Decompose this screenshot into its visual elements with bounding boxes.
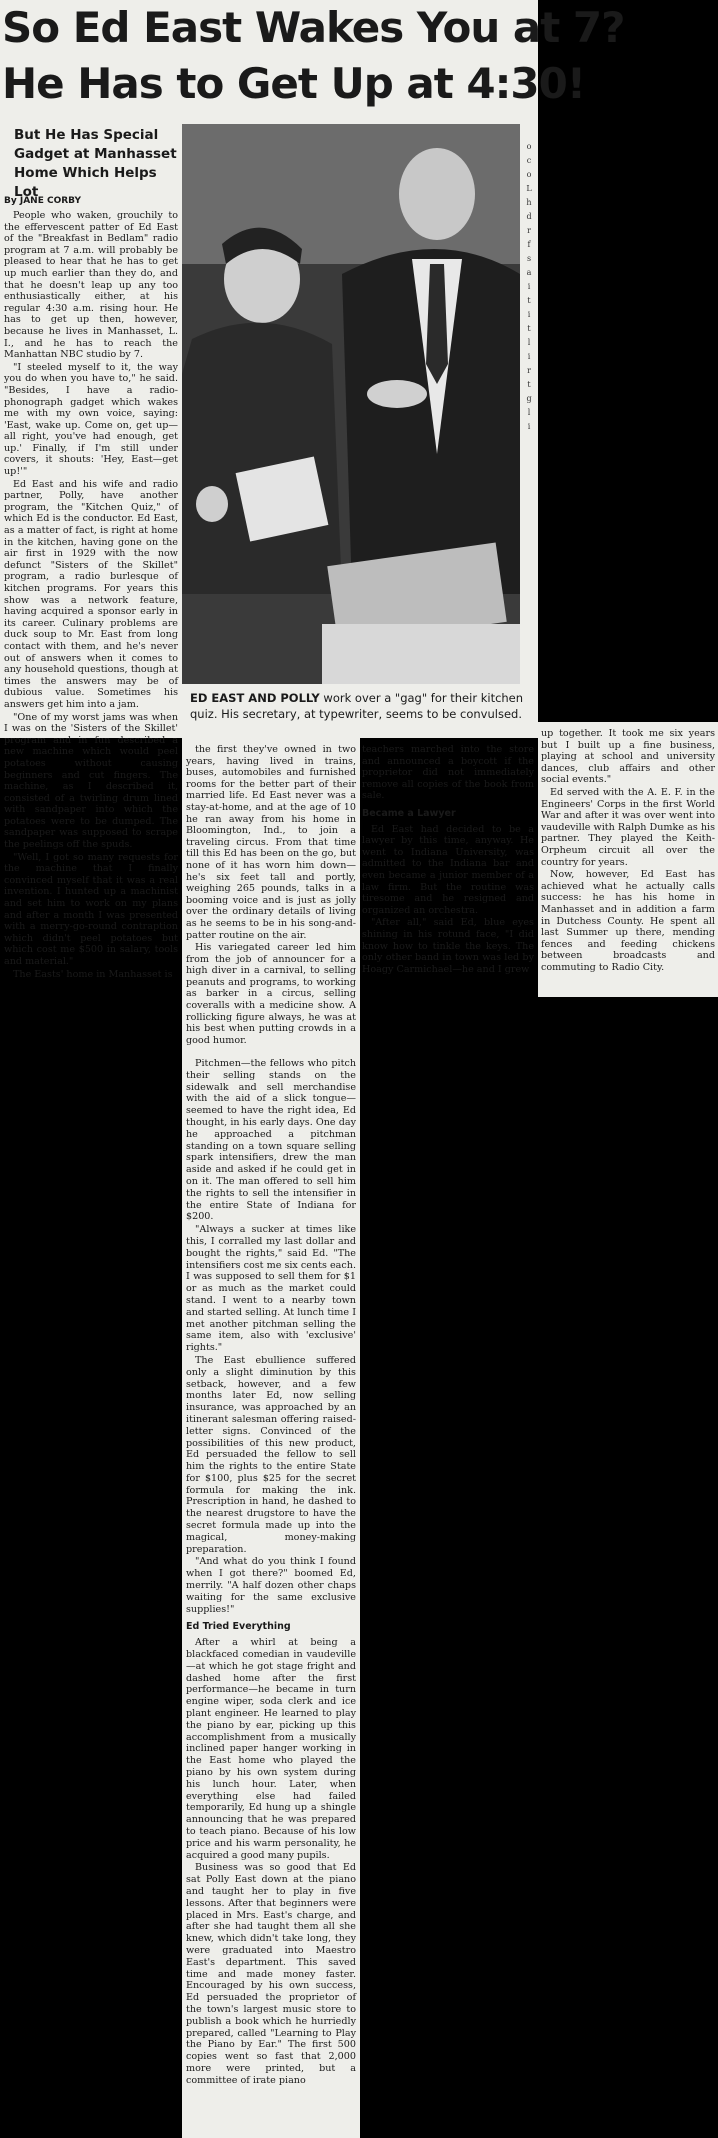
paragraph: "Well, I got so many requests for the machine that I finally convinced myself that it was a real invention. I hunted up a machinist and set him to work on my plans and after a month I was presented with a merry-go-round contraption which didn't peel potatoes but which cost me $500 in salary, tools and material." [4, 851, 178, 967]
photo-ed-and-polly [182, 124, 520, 684]
paragraph: Pitchmen—the fellows who pitch their selling stands on the sidewalk and sell merchandise with the aid of a slick tongue—seemed to have the right idea, Ed thought, in his early days. One day he approached a pitchman standing on a town square selling spark intensifiers, drew the man aside and asked if he could get in on it. The man offered to sell him the rights to sell the intensifier in the entire State of Indiana for $200. [186, 1058, 356, 1223]
column-1 [4, 210, 178, 980]
paragraph: "Always a sucker at times like this, I corralled my last dollar and bought the rights," said Ed. "The intensifiers cost me six cents each. I was supposed to sell them for $1 or as much as the market could stand. I went to a nearby town and started selling. At lunch time I met another pitchman selling the same item, also with 'exclusive' rights." [186, 1224, 356, 1354]
paragraph: "After all," said Ed, blue eyes shining in his rotund face, "I did know how to tinkle the keys. The only other band in town was led by Hoagy Carmichael—he and I grew [362, 917, 534, 975]
paragraph: Ed East and his wife and radio partner, Polly, have another program, the "Kitchen Quiz," of which Ed is the conductor. Ed East, as a matter of fact, is right at home in the kitchen, having gone on the air first in 1929 with the now defunct "Sisters of the Skillet" program, a radio burlesque of kitchen programs. For years this show was a network feature, having acquired a sponsor early in its career. Culinary problems are duck soup to Mr. East from long contact with them, and he's never out of answers when it comes to any household questions, though at times the answers may be of dubious value. Sometimes his answers get him into a jam. [4, 478, 178, 710]
paragraph: Ed served with the A. E. F. in the Engineers' Corps in the first World War and after it was over went into vaudeville with Ralph Dumke as his partner. They played the Keith-Orpheum circuit all over the country for years. [541, 786, 715, 868]
paragraph: "One of my worst jams was when I was on the 'Sisters of the Skillet' program and in fun described a new machine which would peel potatoes without causing beginners and cut fingers. The machine, as I described it, consisted of a twirling drum lined with sandpaper into which the potatoes were to be dumped. The sandpaper was supposed to scrape the peelings off the spuds. [4, 711, 178, 851]
column-4 [541, 728, 715, 994]
headline [0, 0, 625, 130]
paragraph: teachers marched into the store and announced a boycott if the proprietor did not immediately remove all copies of the book from sale. [362, 744, 534, 802]
paragraph: Ed East had decided to be a lawyer by this time, anyway. He went to Indiana University, was admitted to the Indiana bar and even became a junior member of a law firm. But the routine was tiresome and he resigned and organized an orchestra. [362, 823, 534, 916]
photo-caption [190, 690, 525, 722]
caption-text: work over a "gag" for their kitchen quiz. His secretary, at typewriter, seems to be convulsed. [190, 691, 524, 721]
paragraph: "I steeled myself to it, the way you do when you have to," he said. "Besides, I have a radio-phonograph gadget which wakes me with my own voice, saying: 'East, wake up. Come on, get up—all right, you've had enough, get up.' Finally, if I'm still under covers, it shouts: 'Hey, East—get up!'" [4, 361, 178, 478]
deck-subheadline: But He Has Special Gadget at Manhasset Home Which Helps Lot [14, 127, 177, 200]
section-heading: Became a Lawyer [362, 807, 456, 819]
paragraph: Business was so good that Ed sat Polly East down at the piano and taught her to play in five lessons. After that beginners were placed in Mrs. East's charge, and after she had taught them all she knew, which didn't take long, they were graduated into Maestro East's department. This saved time and made money faster. Encouraged by his own success, Ed persuaded the proprietor of the town's largest music store to publish a book which he hurriedly prepared, called "Learning to Play the Piano by Ear." The first 500 copies went so fast that 2,000 more were printed, but a committee of irate piano [186, 1862, 356, 2086]
paragraph: People who waken, grouchily to the effervescent patter of Ed East of the "Breakfast in Bedlam" radio program at 7 a.m. will probably be pleased to hear that he has to get up much earlier than they do, and that he doesn't leap up any too enthusiastically either, at his regular 4:30 a.m. rising hour. He has to get up then, however, because he lives in Manhasset, L. I., and he has to reach the Manhattan NBC studio by 7. [4, 210, 178, 361]
paragraph: Now, however, Ed East has achieved what he actually calls success: he has his home in Manhasset and in addition a farm in Dutchess County. He spent all last Summer up there, mending fences and feeding chickens between broadcasts and commuting to Radio City. [541, 869, 715, 973]
column-3 [362, 744, 534, 994]
paragraph: up together. It took me six years but I built up a fine business, playing at school and university dances, club affairs and other social events." [541, 728, 715, 786]
paragraph: "And what do you think I found when I got there?" boomed Ed, merrily. "A half dozen other chaps waiting for the same exclusive supplies!" [186, 1556, 356, 1615]
paragraph: The East ebullience suffered only a slight diminution by this setback, however, and a few months later Ed, now selling insurance, was approached by an itinerant salesman offering raised-letter signs. Convinced of the possibilities of this new product, Ed persuaded the fellow to sell him the rights to the entire State for $100, plus $25 for the secret formula for making the ink. Prescription in hand, he dashed to the nearest drugstore to have the secret formula made up into the magical, money-making preparation. [186, 1354, 356, 1555]
byline: By JANE CORBY [4, 196, 82, 206]
headline-line1: So Ed East Wakes You at 7? [2, 3, 625, 52]
column-2-top [186, 744, 356, 1056]
column-2-continued [186, 1058, 356, 2134]
section-heading: Ed Tried Everything [186, 1621, 291, 1633]
margin-fragments: o c o L h d r f s a i t i t l i r t g l i [526, 142, 532, 431]
paragraph: the first they've owned in two years, having lived in trains, buses, automobiles and furnished rooms for the better part of their married life. Ed East never was a stay-at-home, and at the age of 10 he ran away from his home in Bloomington, Ind., to join a traveling circus. From that time till this Ed has been on the go, but none of it has worn him down—he's six feet tall and portly, weighing 265 pounds, talks in a booming voice and is just as jolly over the ordinary details of living as he seems to be in his song-and-patter routine on the air. [186, 744, 356, 941]
photo-illustration [182, 124, 520, 684]
caption-lead: ED EAST AND POLLY [190, 691, 320, 705]
headline-line2: He Has to Get Up at 4:30! [2, 59, 586, 108]
paragraph: His variegated career led him from the job of announcer for a high diver in a carnival, to selling peanuts and programs, to working as barker in a circus, selling coveralls with a medicine show. A rollicking figure always, he was at his best when putting crowds in a good humor. [186, 942, 356, 1046]
paragraph: The Easts' home in Manhasset is [13, 968, 173, 980]
paragraph: After a whirl at being a blackfaced comedian in vaudeville—at which he got stage fright and dashed home after the first performance—he became in turn engine wiper, soda clerk and ice plant engineer. He learned to play the piano by ear, picking up this accomplishment from a musically inclined paper hanger working in the East home who played the piano by his own system during his lunch hour. Later, when everything else had failed temporarily, Ed hung up a shingle announcing that he was prepared to teach piano. Because of his low price and his warm personality, he acquired a good many pupils. [186, 1637, 356, 1861]
